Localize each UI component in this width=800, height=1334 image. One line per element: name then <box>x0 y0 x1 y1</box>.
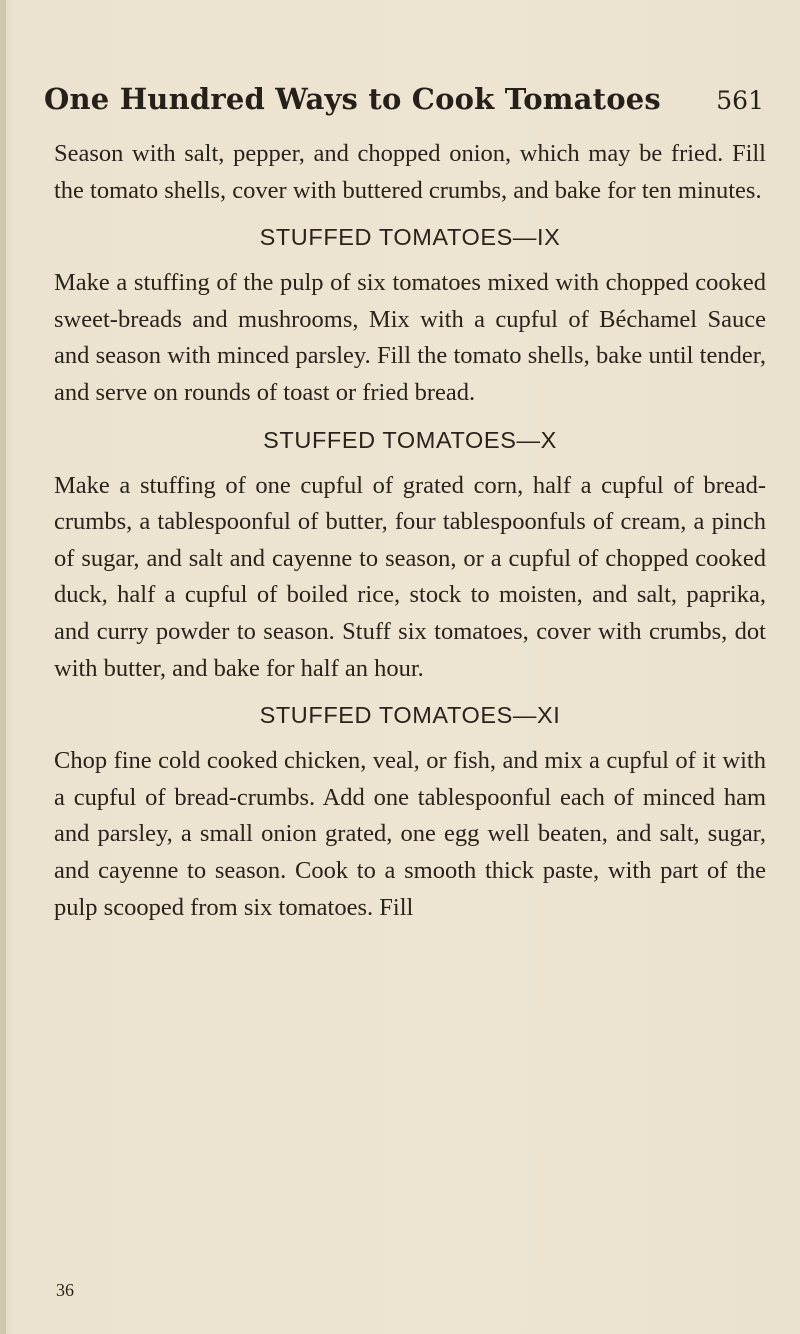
page-body <box>54 136 766 926</box>
section-heading-xi: STUFFED TOMATOES—XI <box>259 702 561 729</box>
page-gutter <box>0 0 6 1334</box>
running-title: One Hundred Ways to Cook Tomatoes <box>44 82 661 116</box>
section-heading-x: STUFFED TOMATOES—X <box>263 426 557 453</box>
paragraph-x: Make a stuffing of one cupful of grated corn, half a cupful of bread-crumbs, a tablespoonful of butter, four tablespoonfuls of cream, a pinch of sugar, and salt and cayenne to season, or a cupful of chopped cooked duck, half a cupful of boiled rice, stock to moisten, and salt, paprika, and curry powder to season. Stuff six tomatoes, cover with crumbs, dot with butter, and bake for half an hour. <box>54 471 766 682</box>
signature-mark: 36 <box>56 1280 74 1300</box>
paragraph-xi: Chop fine cold cooked chicken, veal, or fish, and mix a cupful of it with a cupful of bread-crumbs. Add one tablespoonful each of minced ham and parsley, a small onion grated, one egg well beaten, and salt, sugar, and cayenne to season. Cook to a smooth thick paste, with part of the pulp scooped from six tomatoes. Fill <box>54 747 766 921</box>
section-heading-ix: STUFFED TOMATOES—IX <box>259 224 561 251</box>
page-number: 561 <box>716 86 764 115</box>
running-head <box>44 78 764 122</box>
paragraph-ix: Make a stuffing of the pulp of six tomatoes mixed with chopped cooked sweet-breads and mushrooms, Mix with a cupful of Béchamel Sauce and season with minced parsley. Fill the tomato shells, bake until tender, and serve on rounds of toast or fried bread. <box>54 269 766 406</box>
paragraph-intro: Season with salt, pepper, and chopped onion, which may be fried. Fill the tomato shells, cover with buttered crumbs, and bake for ten minutes. <box>54 140 766 204</box>
